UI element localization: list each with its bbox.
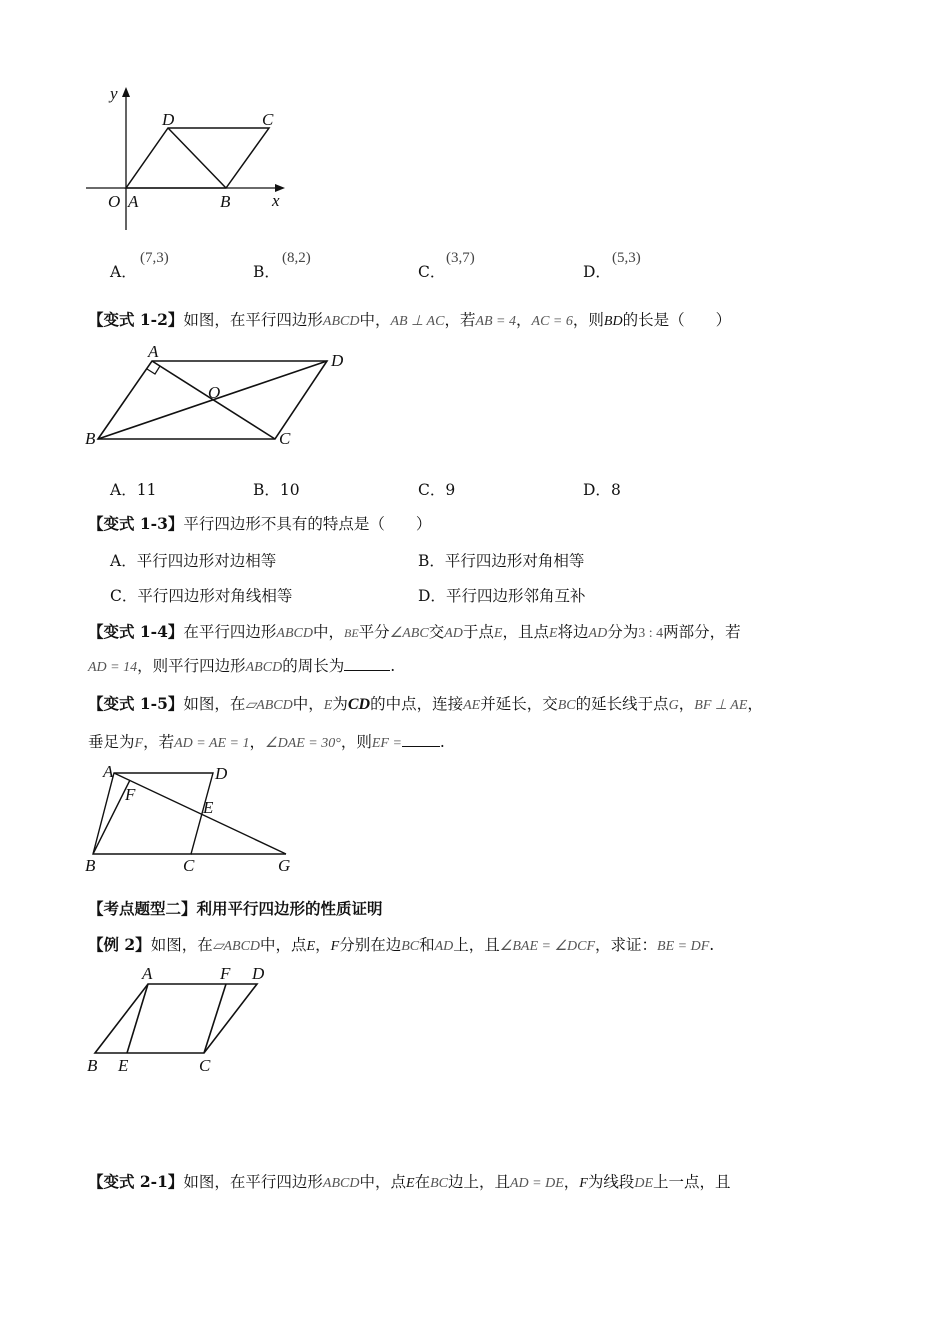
q15-math: AE — [463, 698, 481, 713]
line-CF — [204, 984, 226, 1053]
q12-math: AC = 6 — [531, 314, 573, 329]
label-B: B — [85, 429, 96, 448]
ex2-math: BC — [401, 939, 420, 954]
label-O: O — [208, 383, 221, 402]
figure-coordinate-parallelogram — [80, 80, 300, 240]
q14-tag: 【变式 1-4】 — [88, 622, 184, 641]
q13-option-a — [110, 551, 276, 571]
ex2-stem — [88, 935, 714, 957]
ex2-text: ，求证： — [595, 936, 658, 954]
q15-math: ∠DAE = 30° — [265, 736, 341, 751]
option-value: 平行四边形邻角互补 — [445, 587, 586, 605]
q14-text: 交 — [428, 623, 445, 641]
option-value: 9 — [445, 481, 456, 499]
q14-text: ，且点 — [502, 623, 549, 641]
q11-option-c-value: (3,7) — [446, 250, 475, 266]
right-angle-mark-icon — [147, 366, 160, 374]
label-E: E — [203, 798, 214, 817]
ex2-math: ∠BAE = ∠DCF — [499, 939, 596, 954]
answer-blank[interactable] — [402, 732, 440, 747]
q14-math: ∠ABC — [389, 626, 429, 641]
label-C: C — [199, 1056, 211, 1075]
option-value: 8 — [610, 481, 621, 499]
q15-text: ，若 — [143, 733, 175, 751]
q14-text: ，则平行四边形 — [137, 657, 246, 675]
q14-math: E — [548, 626, 558, 641]
ex2-text: 上，且 — [453, 936, 500, 954]
q15-stem-line2 — [88, 732, 445, 754]
q14-math: AD = 14 — [88, 660, 138, 675]
option-letter: A． — [110, 552, 137, 570]
q14-math: AD — [444, 626, 463, 641]
q14-math: 3 : 4 — [638, 626, 664, 641]
q12-text: 的长是（ ） — [622, 311, 732, 329]
q15-tag: 【变式 1-5】 — [88, 694, 184, 713]
option-value: 平行四边形对边相等 — [136, 552, 277, 570]
q11-option-c-letter: C． — [418, 263, 446, 281]
q14-stem-line2 — [88, 656, 395, 678]
label-A: A — [148, 342, 159, 361]
q15-stem-line1 — [88, 694, 763, 716]
q12-tag: 【变式 1-2】 — [88, 310, 184, 329]
q21-text: 为线段 — [587, 1173, 635, 1191]
q15-math: E — [323, 698, 333, 713]
ex2-math: E — [306, 939, 316, 954]
q15-math: EF = — [371, 736, 402, 751]
q14-math: AD — [588, 626, 608, 641]
option-letter: D． — [583, 481, 611, 499]
q15-math: CD — [347, 696, 371, 713]
q13-stem — [88, 514, 431, 534]
q13-option-c — [110, 586, 292, 606]
q15-text: ， — [747, 695, 763, 713]
label-C: C — [183, 856, 195, 875]
option-letter: B． — [418, 552, 445, 570]
option-letter: B． — [253, 481, 280, 499]
label-O: O — [108, 192, 121, 211]
q21-text: 中，点 — [359, 1173, 406, 1191]
option-letter: D． — [418, 587, 446, 605]
label-F: F — [125, 785, 136, 804]
label-D: D — [215, 764, 228, 783]
q12-text: ，则 — [572, 311, 604, 329]
q12-text: 如图，在平行四边形 — [183, 311, 323, 329]
ex2-text: 分别在边 — [339, 936, 402, 954]
q15-text: 的中点，连接 — [370, 695, 464, 713]
label-D: D — [331, 351, 344, 370]
q21-text: ， — [563, 1173, 580, 1191]
q14-stem-line1 — [88, 622, 741, 644]
q13-text: 平行四边形不具有的特点是（ ） — [183, 515, 432, 533]
q21-text: 上一点，且 — [653, 1173, 731, 1191]
q21-tag: 【变式 2-1】 — [88, 1172, 184, 1191]
q21-math: BC — [430, 1176, 448, 1191]
ex2-math: ▱ABCD — [212, 939, 261, 954]
q14-text: 于点 — [462, 623, 494, 641]
q15-text: 为 — [332, 695, 348, 713]
q15-text: ，则 — [340, 733, 372, 751]
q21-text: 边上，且 — [447, 1173, 510, 1191]
label-C: C — [279, 429, 291, 448]
q13-option-b — [418, 551, 584, 571]
q15-math: BC — [557, 698, 576, 713]
q14-text: 的周长为 — [282, 657, 345, 675]
option-value: 11 — [136, 481, 157, 499]
q12-text: ， — [516, 311, 532, 329]
q14-text: . — [390, 657, 396, 675]
option-value: 平行四边形对角相等 — [444, 552, 585, 570]
q11-option-a-value: (7,3) — [140, 250, 169, 266]
label-A: A — [128, 192, 139, 211]
label-G: G — [278, 856, 291, 875]
q21-math: E — [406, 1176, 415, 1191]
q12-option-c — [418, 480, 455, 500]
q12-option-d — [583, 480, 621, 500]
option-letter: C． — [110, 587, 138, 605]
q14-math: E — [493, 626, 503, 641]
label-A: A — [103, 762, 114, 781]
q14-text: 平分 — [358, 623, 390, 641]
option-value: 10 — [279, 481, 300, 499]
parallelogram-ABCD — [95, 984, 257, 1053]
answer-blank[interactable] — [344, 656, 390, 671]
diagonal-DB — [168, 128, 226, 188]
q15-math: BF ⊥ AE — [694, 698, 748, 713]
q21-math: DE — [634, 1176, 654, 1191]
label-D: D — [162, 110, 175, 129]
ex2-text: 和 — [419, 936, 435, 954]
section2-title: 【考点题型二】利用平行四边形的性质证明 — [88, 899, 383, 918]
ex2-math: F — [330, 939, 340, 954]
option-letter: C． — [418, 481, 446, 499]
q21-text: 如图，在平行四边形 — [183, 1173, 323, 1191]
ex2-text: ， — [315, 936, 331, 954]
q11-option-d-value: (5,3) — [612, 250, 641, 266]
line-AG — [114, 773, 286, 854]
q15-text: 并延长，交 — [480, 695, 558, 713]
q21-stem — [88, 1172, 731, 1194]
q12-option-b — [253, 480, 300, 500]
label-C: C — [262, 110, 274, 129]
q11-option-b-letter: B． — [253, 263, 280, 281]
q21-math: AD = DE — [509, 1176, 564, 1191]
ex2-math: BE = DF — [657, 939, 710, 954]
q12-math: ABCD — [322, 314, 360, 329]
q14-math: BE — [344, 626, 359, 640]
label-y: y — [110, 84, 118, 103]
q15-text: 如图，在 — [183, 695, 246, 713]
figure-parallelogram-diagonals — [80, 340, 360, 455]
q15-math: AD = AE = 1 — [174, 736, 250, 751]
q15-text: . — [439, 733, 445, 751]
q21-math: ABCD — [322, 1176, 360, 1191]
q14-text: 两部分，若 — [663, 623, 741, 641]
q14-text: 分为 — [607, 623, 639, 641]
q11-option-b-value: (8,2) — [282, 250, 311, 266]
ex2-text: 如图，在 — [150, 936, 213, 954]
q12-text: 中， — [359, 311, 391, 329]
label-B: B — [220, 192, 231, 211]
line-AE — [127, 984, 148, 1053]
q15-text: ， — [678, 695, 695, 713]
label-D: D — [252, 964, 265, 983]
q12-option-a — [110, 480, 156, 500]
parallelogram-ABCD — [93, 773, 213, 854]
ex2-text: 中，点 — [260, 936, 307, 954]
q15-math: F — [134, 736, 144, 751]
q12-math: AB ⊥ AC — [390, 314, 445, 329]
q15-math: ▱ABCD — [245, 698, 293, 713]
figure-parallelogram-extension — [80, 758, 310, 878]
label-E: E — [118, 1056, 129, 1075]
q12-math: AB = 4 — [475, 314, 517, 329]
q12-text: ，若 — [444, 311, 476, 329]
q21-text: 在 — [414, 1173, 431, 1191]
y-axis-arrow-icon — [122, 87, 130, 97]
q11-option-d-letter: D． — [583, 263, 611, 281]
ex2-tag: 【例 2】 — [88, 935, 151, 954]
q15-text: 垂足为 — [88, 733, 135, 751]
label-A: A — [142, 964, 153, 983]
q14-text: 将边 — [557, 623, 589, 641]
q13-option-d — [418, 586, 585, 606]
ex2-text: . — [709, 936, 715, 954]
q15-math: G — [668, 698, 679, 713]
label-B: B — [87, 1056, 98, 1075]
q15-text: ， — [249, 733, 266, 751]
q12-stem — [88, 310, 731, 332]
option-value: 平行四边形对角线相等 — [137, 587, 293, 605]
q13-tag: 【变式 1-3】 — [88, 514, 184, 533]
q14-math: ABCD — [276, 626, 313, 641]
q11-option-a-letter: A． — [110, 263, 137, 281]
q14-text: 中， — [312, 623, 344, 641]
label-F: F — [220, 964, 231, 983]
label-x: x — [272, 191, 280, 210]
figure-parallelogram-ef — [80, 962, 290, 1077]
q12-math: BD — [603, 314, 623, 329]
label-B: B — [85, 856, 96, 875]
q15-text: 中， — [292, 695, 324, 713]
q21-math: F — [579, 1176, 588, 1191]
q14-math: ABCD — [245, 660, 283, 675]
ex2-math: AD — [434, 939, 454, 954]
option-letter: A． — [110, 481, 137, 499]
q14-text: 在平行四边形 — [183, 623, 277, 641]
q15-text: 的延长线于点 — [575, 695, 669, 713]
